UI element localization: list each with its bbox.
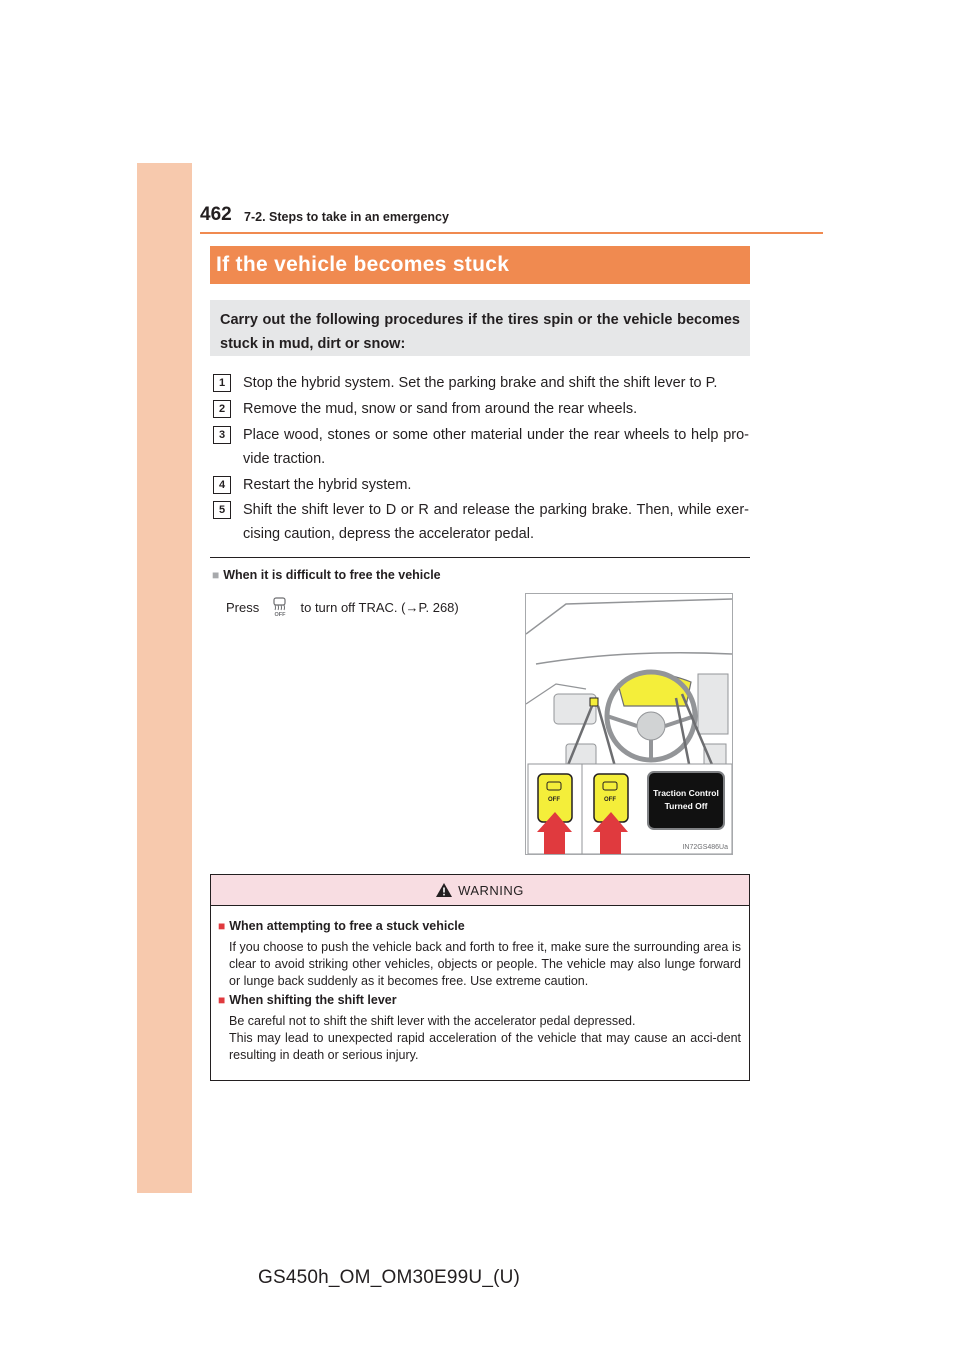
dashboard-illustration: [525, 593, 733, 855]
trac-icon-off-label: OFF: [274, 612, 286, 617]
warning-heading-text: When attempting to free a stuck vehicle: [229, 919, 465, 933]
warning-heading-text: When shifting the shift lever: [229, 993, 397, 1007]
note-after-icon-text: to turn off TRAC. (: [300, 600, 406, 615]
warning-item-body: [229, 1013, 741, 1064]
arrow-icon: →: [405, 600, 419, 615]
footer-document-id: GS450h_OM_OM30E99U_(U): [258, 1267, 521, 1288]
warning-triangle-icon: [436, 883, 452, 897]
step-number-badge: 3: [213, 426, 231, 444]
intro-box: Carry out the following procedures if the tires spin or the vehicle becomes stuck in mud, dirt or snow:: [210, 300, 750, 356]
step-text: Remove the mud, snow or sand from around the rear wheels.: [243, 401, 638, 417]
page-title: If the vehicle becomes stuck: [216, 253, 510, 276]
page-number: 462: [200, 204, 232, 225]
warning-item-heading: [218, 919, 465, 933]
switch-off-label: OFF: [548, 797, 560, 803]
warning-title: WARNING: [458, 882, 524, 898]
display-line-2: Turned Off: [664, 801, 708, 811]
warning-item-heading: [218, 993, 397, 1007]
square-bullet-icon: ■: [218, 919, 226, 933]
section-label: 7-2. Steps to take in an emergency: [244, 210, 449, 224]
header-rule: [200, 232, 823, 234]
warning-paragraph: If you choose to push the vehicle back and forth to free it, make sure the surrounding area is clear to avoid striking other vehicles, objects or people. The vehicle may also lunge forward or lunge back suddenly as it becomes free. Use extreme caution.: [229, 940, 741, 988]
warning-box: [210, 874, 750, 1081]
figure-code: IN72GS486Ua: [682, 844, 728, 851]
warning-item-body: [229, 939, 741, 990]
switch-off-label: OFF: [604, 797, 616, 803]
step-text: Stop the hybrid system. Set the parking brake and shift the shift lever to P.: [243, 375, 718, 391]
page-title-bar: [210, 246, 750, 284]
step-number-badge: 2: [213, 400, 231, 418]
note-body: [226, 597, 459, 622]
step-number-badge: 5: [213, 501, 231, 519]
warning-paragraph: Be careful not to shift the shift lever with the accelerator pedal depressed.: [229, 1014, 636, 1028]
note-heading-text: When it is difficult to free the vehicle: [223, 568, 441, 582]
square-bullet-icon: ■: [218, 993, 226, 1007]
traction-control-display: [647, 771, 725, 830]
note-press-text: Press: [226, 600, 260, 615]
note-heading: [212, 568, 441, 582]
display-line-1: Traction Control: [653, 788, 719, 798]
side-tab-strip: [137, 163, 192, 1193]
step-text: Shift the shift lever to D or R and release the parking brake. Then, while exer-cising caution, depress the accelerator pedal.: [243, 502, 749, 542]
step-number-badge: 4: [213, 476, 231, 494]
page-reference: P. 268): [418, 600, 459, 615]
step-text: Place wood, stones or some other material under the rear wheels to help pro-vide traction.: [243, 427, 749, 467]
step-number-badge: 1: [213, 374, 231, 392]
warning-header: [211, 875, 749, 906]
warning-paragraph: This may lead to unexpected rapid acceleration of the vehicle that may cause an acci-dent resulting in death or serious injury.: [229, 1031, 741, 1062]
step-text: Restart the hybrid system.: [243, 477, 412, 493]
trac-off-switch-icon: [271, 597, 289, 622]
square-bullet-icon: ■: [212, 568, 220, 582]
section-divider: [210, 557, 750, 558]
